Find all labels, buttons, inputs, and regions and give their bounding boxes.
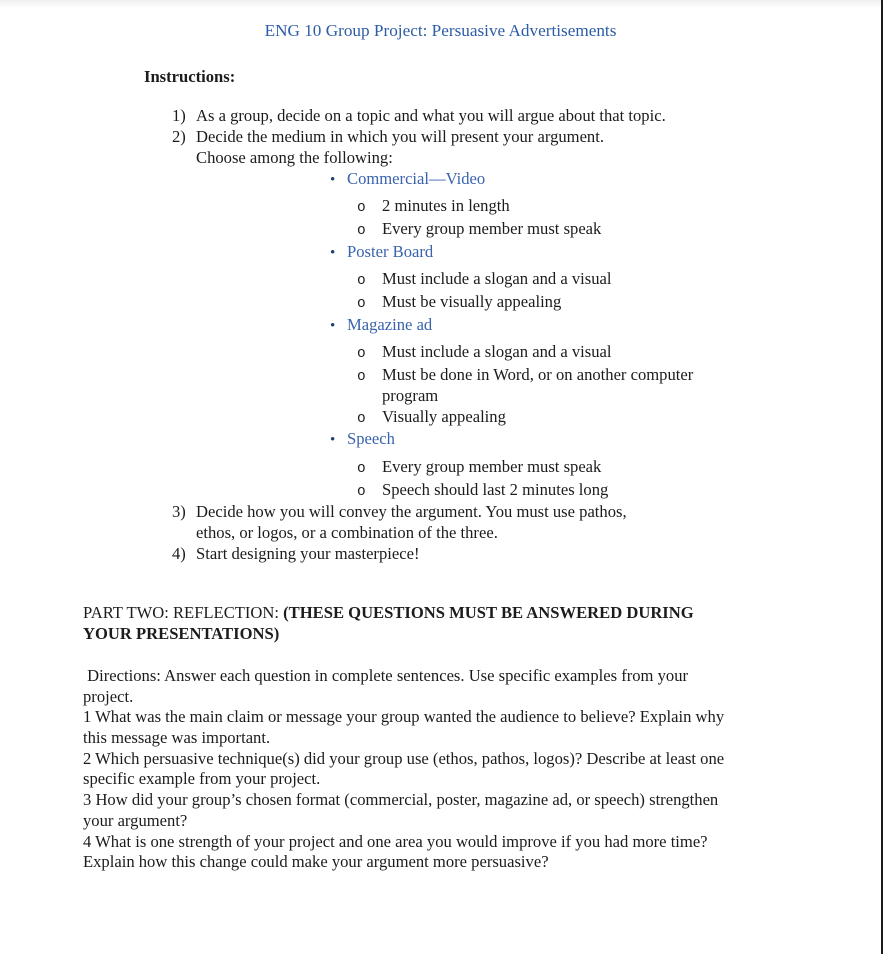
- circle-bullet-icon: o: [357, 483, 366, 500]
- poster-board-requirements: [0, 269, 881, 314]
- requirement-text: Speech should last 2 minutes long: [382, 479, 609, 499]
- requirement-text: Every group member must speak: [382, 456, 602, 476]
- step-number: 4): [172, 543, 186, 563]
- speech-requirements: [0, 457, 881, 502]
- medium-option-commercial: [330, 169, 881, 191]
- instructions-heading: Instructions:: [144, 66, 236, 86]
- requirement-item: [357, 457, 881, 480]
- part-two-heading-line: [83, 603, 881, 624]
- list-item-step-1: [172, 106, 881, 127]
- circle-bullet-icon: o: [357, 200, 366, 217]
- step-number: 1): [172, 106, 186, 126]
- document-title: ENG 10 Group Project: Persuasive Advertisements: [264, 21, 617, 40]
- step-text-line: Decide the medium in which you will present your argument.: [196, 127, 604, 147]
- requirement-item: [357, 480, 881, 503]
- bullet-icon: •: [330, 317, 336, 334]
- medium-option-label: Magazine ad: [347, 314, 433, 334]
- medium-option-label: Commercial—Video: [347, 168, 486, 188]
- step-text-line: Decide how you will convey the argument. You must use pathos,: [196, 502, 627, 522]
- bullet-icon: •: [330, 244, 336, 261]
- requirement-text: Must include a slogan and a visual: [382, 269, 612, 289]
- medium-option-label: Speech: [347, 429, 395, 449]
- bullet-icon: •: [330, 171, 336, 188]
- magazine-ad-requirements: [0, 342, 881, 429]
- directions-line: project.: [83, 686, 134, 706]
- requirement-item: [357, 196, 881, 219]
- step-text: [196, 127, 881, 168]
- requirement-item: [357, 219, 881, 242]
- bullet-icon: •: [330, 432, 336, 449]
- medium-option-magazine-ad: [330, 315, 881, 337]
- part-two-heading: [83, 603, 881, 644]
- directions-line: Directions: Answer each question in complete sentences. Use specific examples from your: [83, 665, 689, 685]
- medium-option-poster-board: [330, 242, 881, 264]
- requirement-item: [357, 292, 881, 315]
- list-item-step-3: [172, 502, 881, 543]
- requirement-text: 2 minutes in length: [382, 196, 510, 216]
- step-text: As a group, decide on a topic and what you will argue about that topic.: [196, 106, 666, 126]
- question-line: 4 What is one strength of your project and one area you would improve if you had more time?: [83, 831, 708, 851]
- circle-bullet-icon: o: [357, 222, 366, 239]
- circle-bullet-icon: o: [357, 410, 366, 427]
- step-text-line: ethos, or logos, or a combination of the three.: [196, 523, 498, 543]
- step-text-line: Choose among the following:: [196, 147, 393, 167]
- requirement-text: Must be visually appealing: [382, 292, 562, 312]
- circle-bullet-icon: o: [357, 369, 366, 386]
- reflection-directions-and-questions: [83, 666, 881, 873]
- question-line: 3 How did your group’s chosen format (commercial, poster, magazine ad, or speech) strengthen: [83, 790, 719, 810]
- part-two-label: PART TWO: REFLECTION:: [83, 603, 284, 623]
- circle-bullet-icon: o: [357, 296, 366, 313]
- circle-bullet-icon: o: [357, 460, 366, 477]
- medium-option-speech: [330, 429, 881, 451]
- requirement-item: [357, 269, 881, 292]
- requirement-text: Visually appealing: [382, 406, 506, 426]
- requirement-item: [357, 407, 881, 430]
- step-text: [196, 502, 881, 543]
- requirement-text: Every group member must speak: [382, 218, 602, 238]
- step-text: Start designing your masterpiece!: [196, 543, 420, 563]
- question-line: this message was important.: [83, 727, 271, 747]
- requirement-item: [357, 342, 881, 365]
- requirement-text-line: program: [382, 385, 439, 405]
- question-line: specific example from your project.: [83, 769, 321, 789]
- requirement-text: [382, 365, 881, 406]
- list-item-step-2: [172, 127, 881, 168]
- requirement-text: Must include a slogan and a visual: [382, 342, 612, 362]
- medium-option-label: Poster Board: [347, 241, 434, 261]
- question-line: 1 What was the main claim or message your group wanted the audience to believe? Explain why: [83, 707, 725, 727]
- requirement-item: [357, 365, 881, 406]
- circle-bullet-icon: o: [357, 346, 366, 363]
- list-item-step-4: [172, 544, 881, 565]
- part-two-heading-line: YOUR PRESENTATIONS): [83, 624, 280, 644]
- instructions-list: [0, 106, 881, 564]
- requirement-text-line: Must be done in Word, or on another computer: [382, 365, 694, 385]
- part-two-bold-text: (THESE QUESTIONS MUST BE ANSWERED DURING: [283, 603, 694, 623]
- question-line: your argument?: [83, 810, 188, 830]
- circle-bullet-icon: o: [357, 273, 366, 290]
- step-number: 2): [172, 127, 186, 147]
- commercial-requirements: [0, 196, 881, 241]
- question-line: 2 Which persuasive technique(s) did your group use (ethos, pathos, logos)? Describe at least one: [83, 748, 725, 768]
- question-line: Explain how this change could make your argument more persuasive?: [83, 852, 549, 872]
- step-number: 3): [172, 502, 186, 522]
